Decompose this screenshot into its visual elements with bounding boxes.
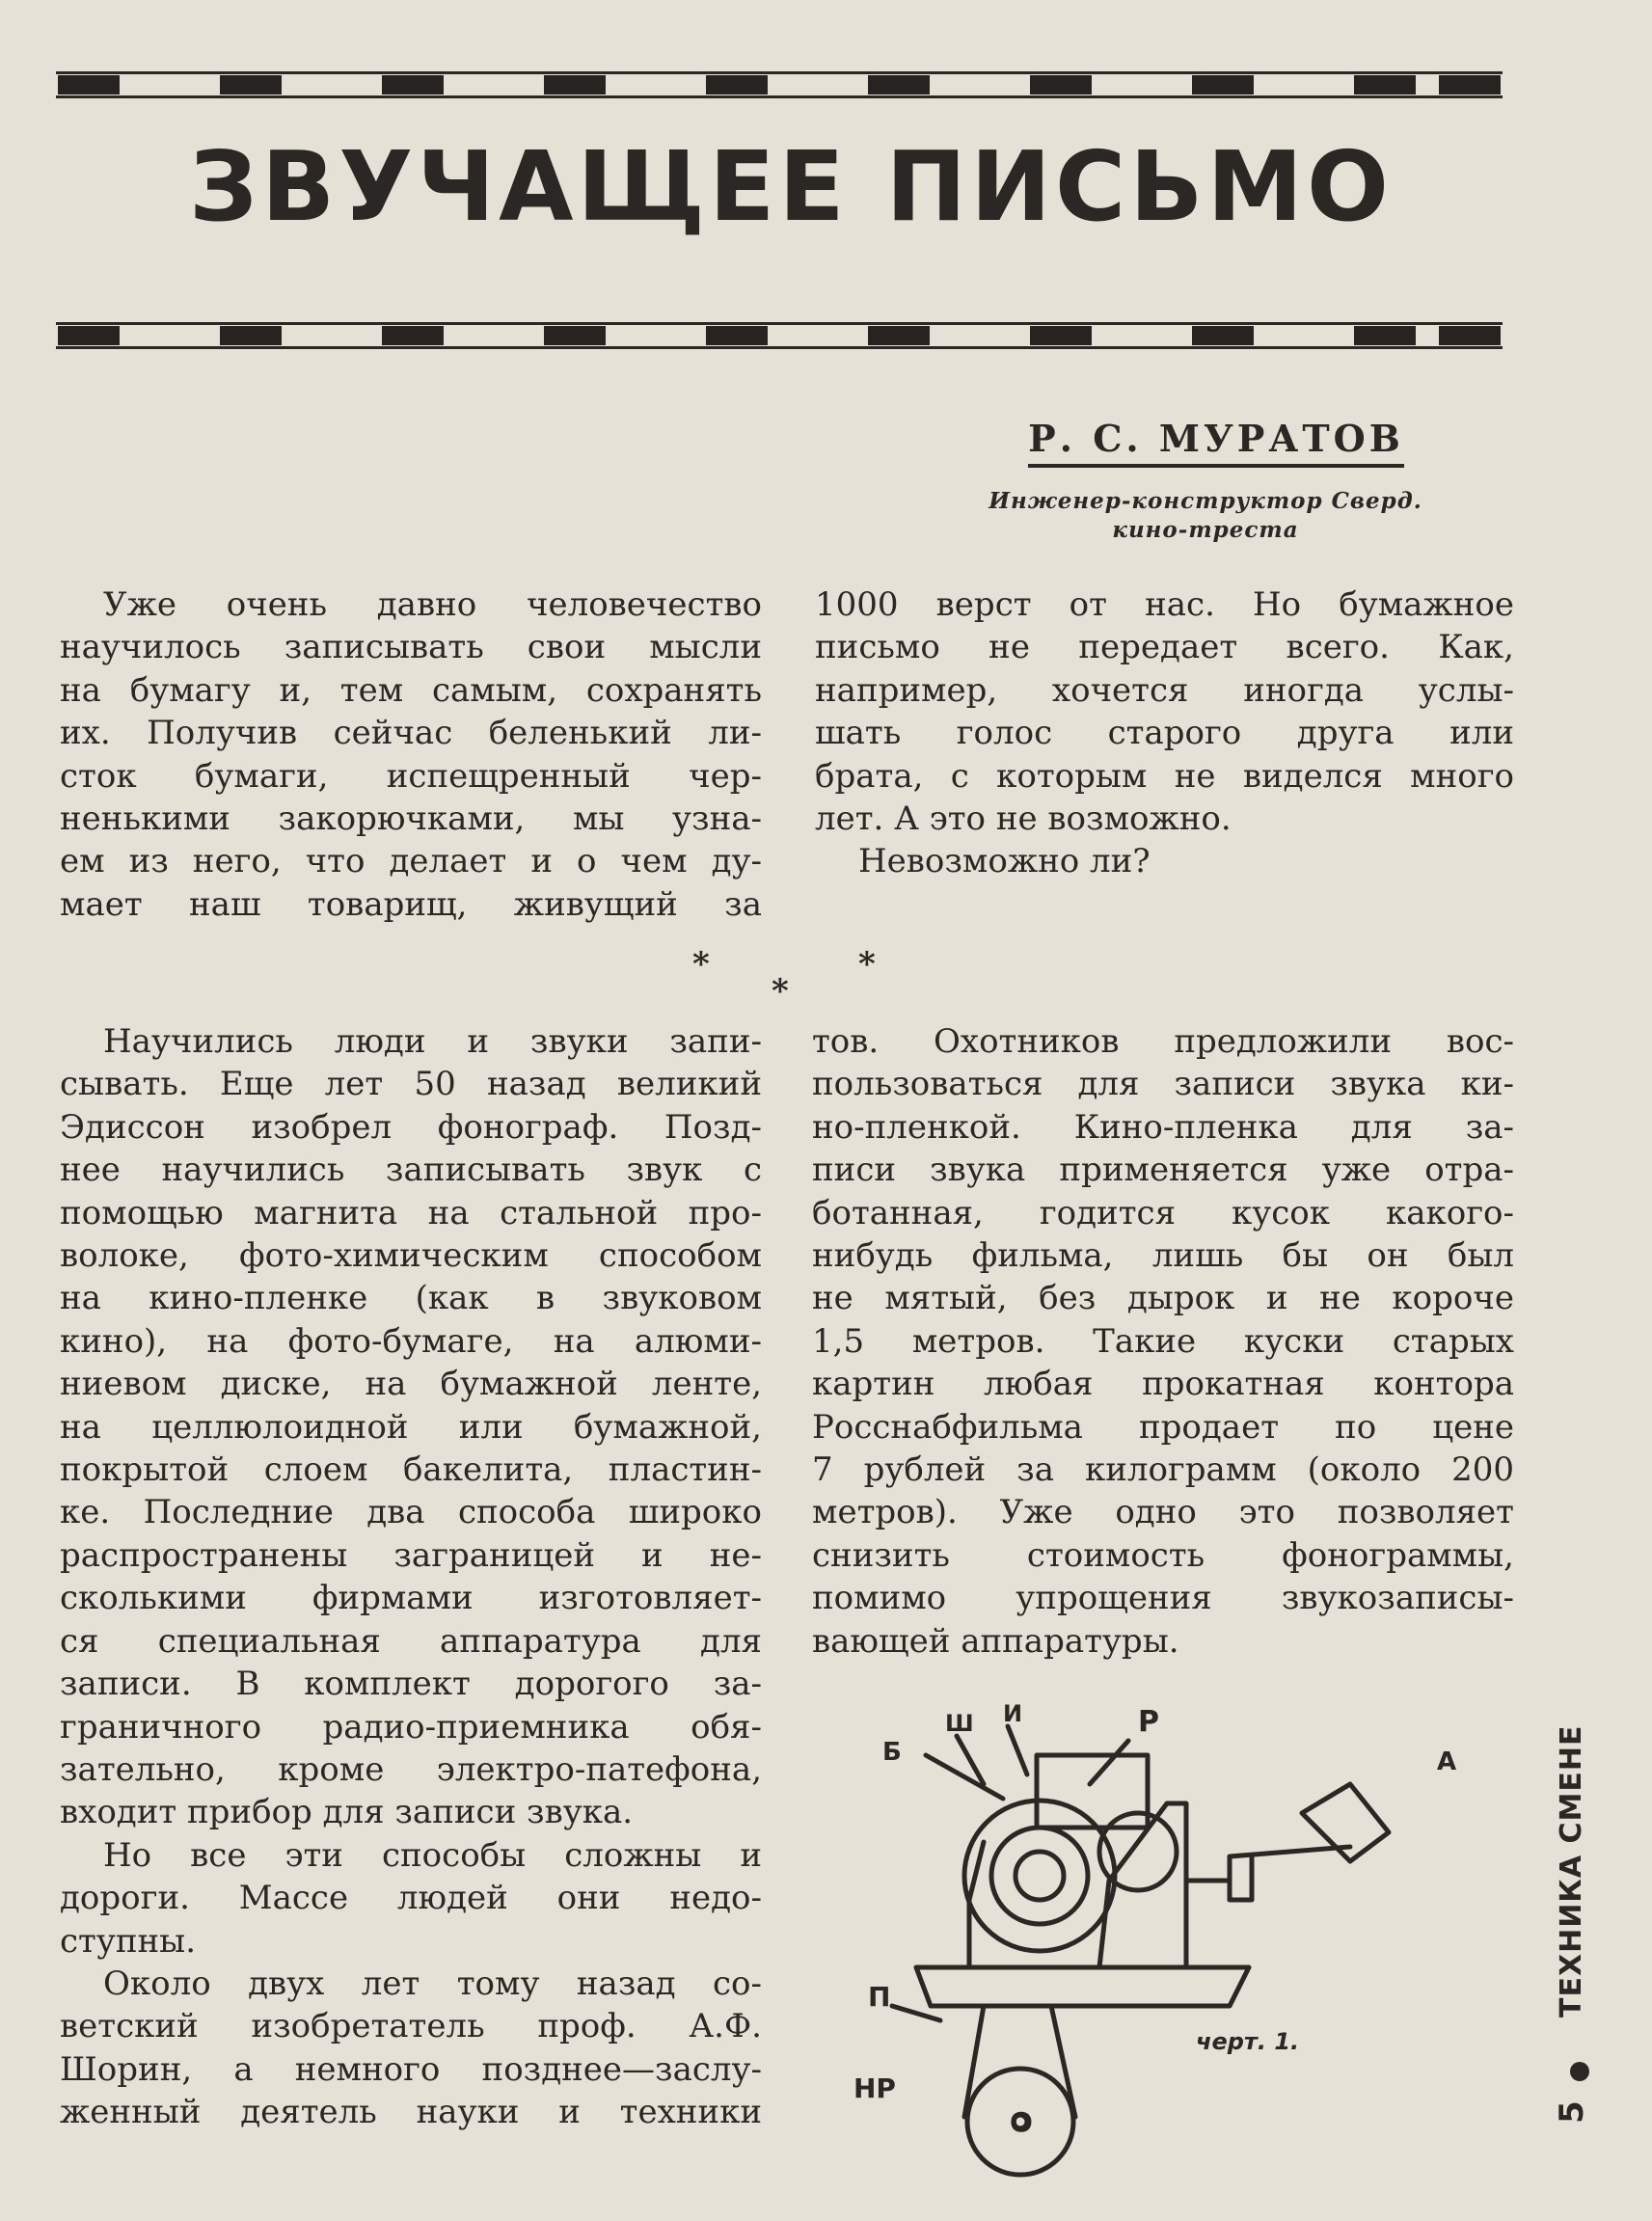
text-line: метров). Уже одно это позволяет [812, 1493, 1514, 1532]
text-line: на бумагу и, тем самым, сохранять [60, 670, 762, 710]
text-line: например, хочется иногда услы- [815, 670, 1514, 710]
text-line: тов. Охотников предложили вос- [812, 1022, 1514, 1061]
text-line: сывать. Еще лет 50 назад великий [60, 1065, 762, 1104]
text-line: нее научились записывать звук с [60, 1151, 762, 1190]
text-line: 7 рублей за килограмм (около 200 [812, 1450, 1514, 1490]
text-line: пользоваться для записи звука ки- [812, 1065, 1514, 1104]
text-line: на целлюлоидной или бумажной, [60, 1407, 762, 1447]
diagram-label-b: Б [882, 1738, 902, 1767]
author-role-line-1: Инженер-конструктор Сверд. [988, 488, 1422, 514]
text-line: на кино-пленке (как в звуковом [60, 1279, 762, 1318]
text-line: 1,5 метров. Такие куски старых [812, 1321, 1514, 1361]
text-line: снизить стоимость фонограммы, [812, 1535, 1514, 1575]
diagram-base [916, 1967, 1249, 2006]
intro-left-column [60, 583, 762, 926]
text-line: волоке, фото-химическим способом [60, 1236, 762, 1276]
body-left-column [60, 1020, 762, 2134]
text-line: вающей аппаратуры. [812, 1621, 1179, 1661]
text-line: мает наш товарищ, живущий за [60, 884, 762, 924]
text-line: шать голос старого друга или [815, 714, 1514, 753]
text-line: Около двух лет тому назад со- [103, 1964, 762, 2003]
text-line: не мятый, без дырок и не короче [812, 1279, 1514, 1318]
text-line: Росснабфильма продает по цене [812, 1407, 1514, 1447]
text-line: писи звука применяется уже отра- [812, 1151, 1514, 1190]
text-line: ненькими закорючками, мы узна- [60, 799, 762, 839]
author-name: Р. С. МУРАТОВ [1028, 417, 1404, 468]
top-film-stripe [56, 68, 1503, 102]
diagram-label-r: Р [1138, 1705, 1159, 1739]
star-1: * [692, 945, 710, 984]
text-line: распространены заграницей и не- [60, 1535, 762, 1575]
diagram-label-a: А [1437, 1747, 1457, 1776]
body-right-column [812, 1020, 1514, 1663]
text-line: научилось записывать свои мысли [60, 628, 762, 667]
article-title: ЗВУЧАЩЕЕ ПИСЬМО [188, 130, 1394, 243]
diagram-label-np: НР [853, 2072, 896, 2104]
text-line: ниевом диске, на бумажной ленте, [60, 1365, 762, 1404]
star-2: * [772, 972, 789, 1011]
text-line: Шорин, а немного позднее—заслу- [60, 2049, 762, 2089]
page-number: 5 [1553, 2100, 1591, 2124]
diagram-label-i: И [1003, 1700, 1023, 1727]
text-line: Эдиссон изобрел фонограф. Позд- [60, 1107, 762, 1147]
figure-caption: черт. 1. [1196, 2028, 1300, 2055]
diagram-label-sh: Ш [945, 1710, 974, 1737]
diagram-large-wheel [964, 1801, 1115, 1951]
diagram-label-p: П [868, 1981, 891, 2013]
text-line: ем из него, что делает и о чем ду- [60, 842, 762, 881]
text-line: ботанная, годится кусок какого- [812, 1193, 1514, 1232]
text-line: покрытой слоем бакелита, пластин- [60, 1450, 762, 1490]
star-3: * [858, 945, 876, 984]
text-line: сколькими фирмами изготовляет- [60, 1579, 762, 1618]
text-line: нибудь фильма, лишь бы он был [812, 1236, 1514, 1276]
text-line: Невозможно ли? [858, 842, 1151, 881]
text-line: ступны. [60, 1921, 197, 1961]
text-line: Уже очень давно человечество [103, 585, 762, 624]
diagram-label-o: О [1010, 2106, 1033, 2138]
text-line: женный деятель науки и техники [60, 2093, 762, 2132]
text-line: их. Получив сейчас беленький ли- [60, 714, 762, 753]
text-line: письмо не передает всего. Как, [815, 628, 1514, 667]
text-line: 1000 верст от нас. Но бумажное [815, 585, 1514, 624]
text-line: граничного радио-приемника обя- [60, 1707, 762, 1747]
text-line: дороги. Массе людей они недо- [60, 1879, 762, 1918]
intro-right-column [815, 583, 1514, 883]
text-line: картин любая прокатная контора [812, 1365, 1514, 1404]
text-line: Но все эти способы сложны и [103, 1835, 762, 1875]
text-line: но-пленкой. Кино-пленка для за- [812, 1107, 1514, 1147]
text-line: ке. Последние два способа широко [60, 1493, 762, 1532]
author-role [974, 487, 1437, 545]
text-line: зательно, кроме электро-патефона, [60, 1749, 762, 1789]
text-line: кино), на фото-бумаге, на алюми- [60, 1321, 762, 1361]
text-line: входит прибор для записи звука. [60, 1793, 634, 1832]
author-role-line-2: кино-треста [1112, 517, 1299, 543]
text-line: сток бумаги, испещренный чер- [60, 756, 762, 796]
diagram-box [1037, 1755, 1148, 1828]
text-line: ветский изобретатель проф. А.Ф. [60, 2007, 762, 2046]
running-head: ТЕХНИКА СМЕНЕ [1555, 1724, 1588, 2018]
text-line: брата, с которым не виделся много [815, 756, 1514, 796]
apparatus-diagram [849, 1678, 1524, 2180]
text-line: лет. А это не возможно. [815, 799, 1232, 839]
running-head-bullet [1570, 2062, 1589, 2081]
text-line: ся специальная аппаратура для [60, 1621, 762, 1661]
bottom-film-stripe [56, 318, 1503, 353]
text-line: записи. В комплект дорогого за- [60, 1665, 762, 1704]
text-line: Научились люди и звуки запи- [103, 1022, 762, 1061]
text-line: помимо упрощения звукозаписы- [812, 1579, 1514, 1618]
text-line: помощью магнита на стальной про- [60, 1193, 762, 1232]
